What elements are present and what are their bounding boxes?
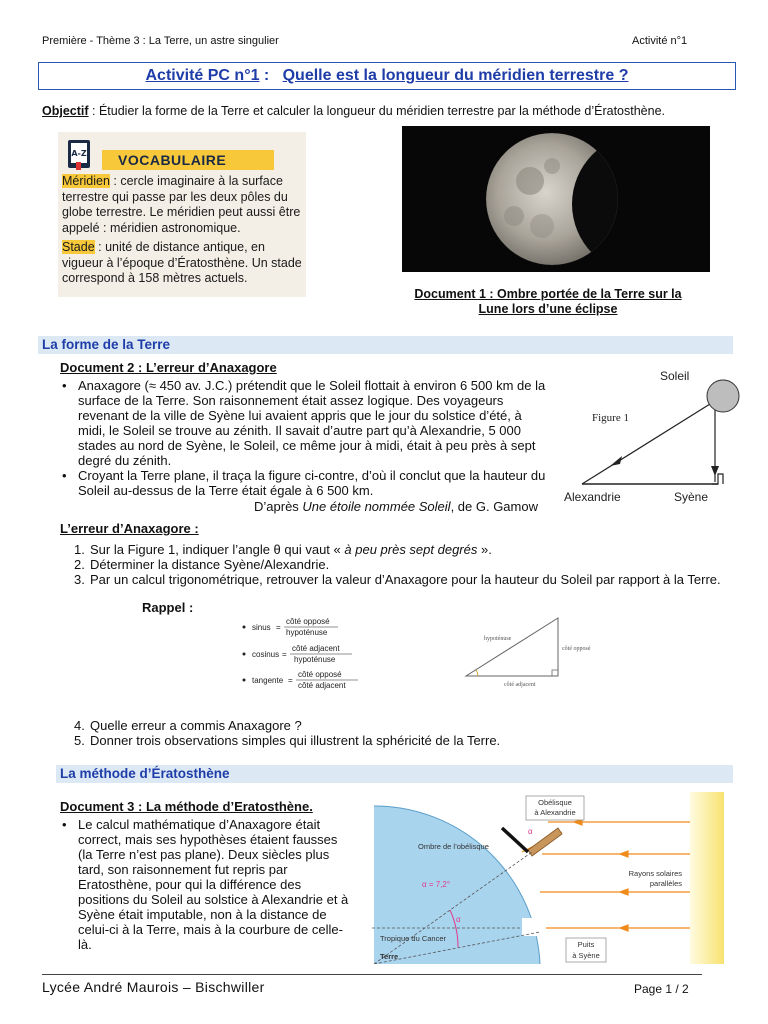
document1-caption: Document 1 : Ombre portée de la Terre sur la Lune lors d’une éclipse <box>414 287 682 316</box>
fig3-alpha-center: α <box>456 915 461 924</box>
trig-sinus: sinus <box>252 623 271 632</box>
trig-tan-num: côté opposé <box>298 670 342 679</box>
source-book: Une étoile nommée Soleil <box>302 499 451 514</box>
fig3-obelisque: Obélisque <box>538 798 572 807</box>
question-2: 2. Déterminer la distance Syène/Alexandrie. <box>74 557 330 572</box>
document3-bullets <box>60 817 352 952</box>
header-left: Première - Thème 3 : La Terre, un astre singulier <box>42 35 279 47</box>
trig-tan-den: côté adjacent <box>298 681 346 690</box>
triangle-hypotenuse: hypoténuse <box>484 636 512 642</box>
figure1-label: Figure 1 <box>592 412 629 424</box>
term-meridien: Méridien <box>62 174 110 188</box>
rappel-label: Rappel : <box>142 600 194 615</box>
fig3-terre: Terre <box>380 952 399 961</box>
triangle-oppose: côté opposé <box>562 646 591 652</box>
fig3-ombre: Ombre de l’obélisque <box>418 842 489 851</box>
document3-title: Document 3 : La méthode d’Eratosthène. <box>60 799 313 814</box>
question-2-text: Déterminer la distance Syène/Alexandrie. <box>90 557 330 572</box>
question-3: 3. Par un calcul trigonométrique, retrouver la valeur d’Anaxagore pour la hauteur du Soleil par rapport à la Terre. <box>74 572 721 587</box>
document2-bullet-2: • Croyant la Terre plane, il traça la figure ci-contre, d’où il conclut que la hauteur du Soleil au-dessus de la Terre était égale à 6 500 km. <box>60 468 552 498</box>
question-4: 4. Quelle erreur a commis Anaxagore ? <box>74 718 302 733</box>
document2-source <box>254 499 538 514</box>
trig-cosinus: cosinus <box>252 650 280 659</box>
section-methode-eratosthene: La méthode d’Ératosthène <box>56 765 733 783</box>
figure1-syene: Syène <box>674 490 709 504</box>
fig3-rayons-2: parallèles <box>649 879 682 888</box>
question-5-text: Donner trois observations simples qui illustrent la sphéricité de la Terre. <box>90 733 501 748</box>
figure1-soleil: Soleil <box>660 370 690 383</box>
trig-sin-num: côté opposé <box>286 617 330 626</box>
header-right: Activité n°1 <box>632 35 688 47</box>
dictionary-icon-text: A-Z <box>71 149 87 158</box>
trig-sin-den: hypoténuse <box>286 628 328 637</box>
figure1 <box>560 370 750 516</box>
term-stade: Stade <box>62 240 95 254</box>
trig-tangente: tangente <box>252 676 284 685</box>
objective <box>42 104 742 119</box>
figure1-alexandrie: Alexandrie <box>564 490 621 504</box>
vocabulary-heading: VOCABULAIRE <box>102 150 274 170</box>
questions-list-1 <box>74 542 734 587</box>
question-1-a: Sur la Figure 1, indiquer l’angle θ qui vaut « <box>90 542 345 557</box>
trig-formulas <box>240 614 380 694</box>
footer-school: Lycée André Maurois – Bischwiller <box>42 979 265 995</box>
trig-cos-den: hypoténuse <box>294 655 336 664</box>
question-1-b: à peu près sept degrés <box>344 542 478 557</box>
section-forme-terre: La forme de la Terre <box>38 336 733 354</box>
fig3-tropique: Tropique du Cancer <box>380 934 447 943</box>
vocabulary-box <box>58 132 306 297</box>
question-1-c: ». <box>477 542 492 557</box>
dictionary-icon <box>62 136 98 172</box>
fig3-puits-2: à Syène <box>572 951 600 960</box>
triangle-adjacent: côté adjacent <box>504 682 536 688</box>
svg-text:=: = <box>282 650 287 659</box>
eratosthenes-figure <box>372 792 724 964</box>
page-title <box>38 62 736 90</box>
footer-divider <box>42 974 702 975</box>
document2-bullet-1: • Anaxagore (≈ 450 av. J.C.) prétendit que le Soleil flottait à environ 6 500 km de la surface de la Terre. Son raisonnement était assez logique. Des voyageurs revenant de la ville de Syène lui avaient appris que le jour du solstice d’été, à midi, le Soleil se trouve au zénith. Il savait d’autre part qu’à Alexandrie, 5 000 stades au nord de Syène, le Soleil, ce même jour à midi, était à peu près à sept degré du zénith. <box>60 378 552 468</box>
footer-page: Page 1 / 2 <box>634 982 689 996</box>
vocabulary-text <box>62 174 306 291</box>
title-question: Quelle est la longueur du méridien terrestre ? <box>282 67 629 84</box>
source-prefix: D’après <box>254 499 303 514</box>
fig3-rayons: Rayons solaires <box>628 869 682 878</box>
def-meridien: : cercle imaginaire à la surface terrestre qui passe par les deux pôles du globe terrestre. Le méridien peut aussi être appelé : méridien astronomique. <box>62 174 301 235</box>
fig3-alpha-value: α = 7,2° <box>422 880 451 889</box>
questions-title: L’erreur d’Anaxagore : <box>60 521 199 536</box>
fig3-alpha-top: α <box>528 827 533 836</box>
fig3-obelisque-2: à Alexandrie <box>534 808 576 817</box>
svg-text:=: = <box>288 676 293 685</box>
document2-title: Document 2 : L’erreur d’Anaxagore <box>60 360 277 375</box>
source-suffix: , de G. Gamow <box>450 499 538 514</box>
objective-text: : Étudier la forme de la Terre et calculer la longueur du méridien terrestre par la méthode d’Ératosthène. <box>88 104 666 118</box>
trig-cos-num: côté adjacent <box>292 644 340 653</box>
right-triangle-diagram <box>460 614 600 690</box>
title-prefix: Activité PC n°1 <box>145 67 260 84</box>
objective-label: Objectif <box>42 104 89 118</box>
def-stade: : unité de distance antique, en vigueur à l’époque d’Ératosthène. Un stade correspond à 158 mètres actuels. <box>62 240 302 285</box>
document3-bullet-1: • Le calcul mathématique d’Anaxagore était correct, mais ses hypothèses étaient fausses (la Terre n’est pas plane). Deux siècles plus tard, son raisonnement fut repris par Eratosthène, pour qui la différence des positions du Soleil au solstice à Alexandrie et à Syène était imputable, non à la distance de celui-ci à la Terre, mais à la courbure de celle-là. <box>60 817 352 952</box>
svg-text:=: = <box>276 623 281 632</box>
question-5: 5. Donner trois observations simples qui illustrent la sphéricité de la Terre. <box>74 733 501 748</box>
question-4-text: Quelle erreur a commis Anaxagore ? <box>90 718 302 733</box>
title-sep: : <box>259 67 270 84</box>
questions-list-2 <box>74 718 734 748</box>
fig3-puits: Puits <box>577 940 595 949</box>
document2-bullets <box>60 378 552 498</box>
question-1: 1. Sur la Figure 1, indiquer l’angle θ qui vaut « à peu près sept degrés ». <box>74 542 492 557</box>
question-3-text: Par un calcul trigonométrique, retrouver la valeur d’Anaxagore pour la hauteur du Soleil par rapport à la Terre. <box>90 572 721 587</box>
eclipse-photo <box>402 126 710 272</box>
